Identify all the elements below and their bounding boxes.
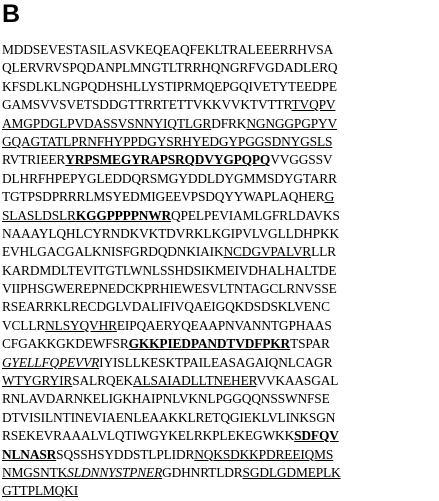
peptide-segment: NCDGVPALVR	[223, 244, 312, 260]
sequence-segment: RSEKEVRAAALVLQTIWGYKELRKPLEKEGWKK	[2, 428, 295, 444]
sequence-segment: VVKAASGAL	[256, 373, 339, 389]
sequence-segment: NAAAYLQHLCYRNDKVKTDVRKLKGIPVLVGLLDHPKK	[2, 225, 340, 241]
sequence-segment: RNLAVDARNKELIGKHAIPNLVKNLPGGQQNSSWNFSE	[2, 391, 330, 407]
sequence-segment: IYISLLKESKTPAILEASAGAIQNLCAGR	[99, 354, 333, 370]
sequence-line	[2, 188, 439, 206]
sequence-segment: RVTRIEER	[2, 152, 66, 168]
peptide-segment: G	[324, 189, 335, 205]
sequence-line	[2, 427, 439, 445]
peptide-segment: GTTPLMQKI	[2, 483, 79, 499]
sequence-line	[2, 170, 439, 188]
sequence-segment: LLR	[311, 244, 336, 260]
sequence-line	[2, 354, 439, 372]
sequence-line	[2, 151, 439, 169]
sequence-line	[2, 78, 439, 96]
sequence-line	[2, 59, 439, 77]
sequence-segment: DLHRFHPEPYGLEDDQRSMGYDDLDYGMMSDYGTARR	[2, 170, 337, 186]
sequence-line	[2, 298, 439, 316]
sequence-segment: VVGGSSV	[270, 152, 333, 168]
sequence-line	[2, 280, 439, 298]
sequence-segment: SQSSHSYDDSTLPLIDR	[56, 446, 195, 462]
peptide-segment: WTYGRYIR	[2, 373, 73, 389]
peptide-segment: NLNASR	[2, 446, 57, 462]
peptide-segment: SLDNNYSTPNER	[67, 464, 163, 480]
sequence-line	[2, 115, 439, 133]
sequence-segment: MDDSEVESTASILASVKEQEAQFEKLTRALEEERRHVSA	[2, 42, 334, 57]
sequence-line	[2, 446, 439, 464]
peptide-segment: GQAGTATLPRNFHYPPDGYSRHYEDGYPGGSDNYGSLS	[2, 133, 333, 149]
sequence-segment: QPELPEVIAMLGFRLDAVKS	[171, 207, 340, 223]
sequence-segment: KFSDLKLNGPQDHSHLLYSTIPRMQEPGQIVETYTEEDPE	[2, 78, 337, 94]
sequence-line	[2, 207, 439, 225]
sequence-segment: QLERVRVSPQDANPLMNGTLTRRHQNGRFVGDADLERQ	[2, 60, 338, 76]
peptide-segment: GKKPIEDPANDTVDFPKR	[128, 336, 291, 352]
peptide-segment: AMGPDGLPVDASSVSNNYIQTLGR	[2, 115, 212, 131]
peptide-segment: NMGSNTK	[2, 464, 68, 480]
sequence-line	[2, 317, 439, 335]
sequence-segment: GDHNRTLDR	[162, 464, 243, 480]
peptide-segment: SLASLDSLR	[2, 207, 76, 223]
sequence-segment: EVHLGACGALKNISFGRDQDNKIAIK	[2, 244, 224, 260]
sequence-segment: TGTPSDPRRRLMSYEDMIGEEVPSDQYYWAPLAQHER	[2, 189, 325, 205]
peptide-segment: GYELLFQPEVVR	[2, 354, 100, 370]
peptide-segment: SGDLGDMEPLK	[242, 464, 341, 480]
sequence-segment: KARDMDLTEVITGTLWNLSSHDSIKMEIVDHALHALTDE	[2, 262, 337, 278]
sequence-segment: VCLLR	[2, 317, 46, 333]
peptide-segment: YRPSMEGYRAPSRQDVYGPQPQ	[65, 152, 271, 168]
sequence-line	[2, 243, 439, 261]
peptide-segment: NGNGGPGPYV	[246, 115, 338, 131]
peptide-segment: TVQPV	[291, 97, 336, 113]
sequence-segment: SALRQEK	[72, 373, 133, 389]
sequence-segment: CFGAKKGKDEWFSR	[2, 336, 129, 352]
sequence-segment: RSEARRKLRECDGLVDALIFIVQAEIGQKDSDSKLVENC	[2, 299, 330, 315]
sequence-segment: GAMSVVSVETSDDGTTRRTETTVKKVVKTVTTR	[2, 97, 292, 113]
sequence-segment: EIPQAERYQEAAPNVANNTGPHAAS	[116, 317, 332, 333]
sequence-line	[2, 390, 439, 408]
peptide-segment: ALSAIADLLTNEHER	[132, 373, 257, 389]
peptide-segment: NQKSDKKPDREEIQMS	[194, 446, 334, 462]
sequence-line	[2, 372, 439, 390]
sequence-line	[2, 335, 439, 353]
sequence-line	[2, 96, 439, 114]
sequence-segment: DFRK	[211, 115, 247, 131]
sequence-segment: VIIPHSGWEREPNEDCKPRHIEWESVLTNTAGCLRNVSSE	[2, 281, 337, 297]
peptide-segment: KGGPPPPNWR	[75, 207, 172, 223]
sequence-line	[2, 262, 439, 280]
sequence-line	[2, 482, 439, 500]
sequence-line	[2, 464, 439, 482]
sequence-segment: DTVISILNTINEVIAENLEAAKKLRETQGIEKLVLINKSGN	[2, 409, 336, 425]
peptide-segment: SDFQV	[294, 428, 339, 444]
sequence-line	[2, 409, 439, 427]
protein-sequence	[2, 41, 439, 501]
sequence-line	[2, 225, 439, 243]
sequence-line	[2, 133, 439, 151]
peptide-segment: NLSYQVHR	[45, 317, 117, 333]
panel-label: B	[2, 0, 21, 28]
sequence-line	[2, 41, 439, 59]
sequence-segment: TSPAR	[290, 336, 330, 352]
